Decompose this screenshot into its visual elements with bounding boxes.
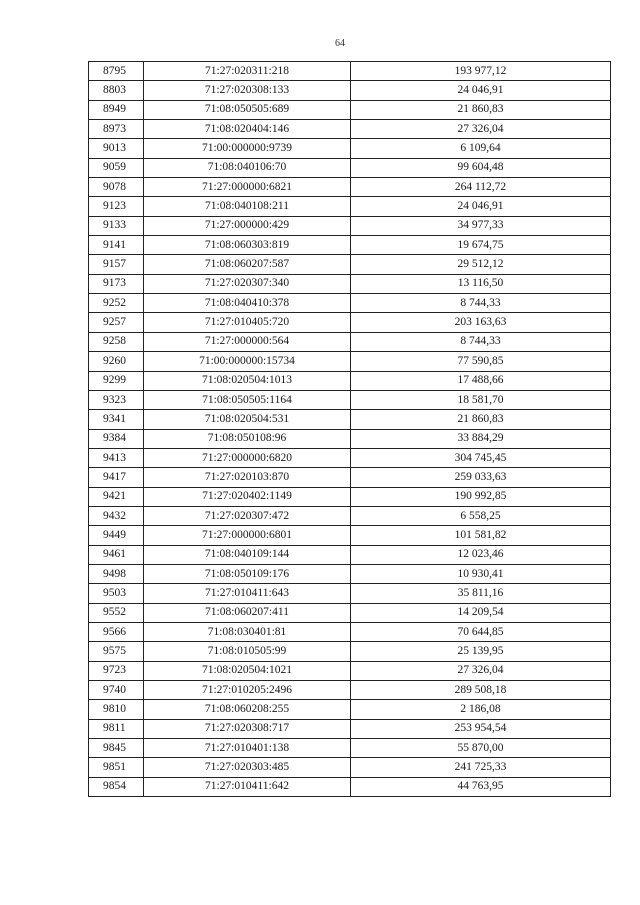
table-row — [89, 371, 611, 390]
amount-cell: 193 977,12 — [351, 62, 611, 81]
amount-cell: 27 326,04 — [351, 661, 611, 680]
table-row — [89, 642, 611, 661]
table-row — [89, 294, 611, 313]
table-row — [89, 390, 611, 409]
row-number-cell: 9059 — [89, 158, 144, 177]
table-row — [89, 564, 611, 583]
row-number-cell: 9157 — [89, 255, 144, 274]
table-row — [89, 487, 611, 506]
amount-cell: 6 558,25 — [351, 506, 611, 525]
row-number-cell: 9260 — [89, 352, 144, 371]
amount-cell: 70 644,85 — [351, 622, 611, 641]
table-row — [89, 719, 611, 738]
table-row — [89, 526, 611, 545]
amount-cell: 44 763,95 — [351, 777, 611, 796]
row-number-cell: 9421 — [89, 487, 144, 506]
cadastral-number-cell: 71:27:020402:1149 — [144, 487, 351, 506]
cadastral-number-cell: 71:27:010401:138 — [144, 739, 351, 758]
cadastral-number-cell: 71:08:040108:211 — [144, 197, 351, 216]
cadastral-number-cell: 71:08:030401:81 — [144, 622, 351, 641]
amount-cell: 253 954,54 — [351, 719, 611, 738]
page-number: 64 — [335, 38, 345, 49]
cadastral-number-cell: 71:08:060207:587 — [144, 255, 351, 274]
row-number-cell: 9123 — [89, 197, 144, 216]
cadastral-number-cell: 71:27:010411:643 — [144, 584, 351, 603]
row-number-cell: 8973 — [89, 120, 144, 139]
table-row — [89, 332, 611, 351]
cadastral-number-cell: 71:27:020311:218 — [144, 62, 351, 81]
table-row — [89, 81, 611, 100]
cadastral-number-cell: 71:08:040410:378 — [144, 294, 351, 313]
cadastral-number-cell: 71:00:000000:9739 — [144, 139, 351, 158]
row-number-cell: 9811 — [89, 719, 144, 738]
cadastral-number-cell: 71:08:010505:99 — [144, 642, 351, 661]
cadastral-number-cell: 71:27:000000:6801 — [144, 526, 351, 545]
amount-cell: 33 884,29 — [351, 429, 611, 448]
cadastral-number-cell: 71:27:020307:340 — [144, 274, 351, 293]
row-number-cell: 9384 — [89, 429, 144, 448]
row-number-cell: 9013 — [89, 139, 144, 158]
row-number-cell: 9252 — [89, 294, 144, 313]
row-number-cell: 9417 — [89, 468, 144, 487]
table-row — [89, 274, 611, 293]
cadastral-number-cell: 71:08:020504:1021 — [144, 661, 351, 680]
amount-cell: 77 590,85 — [351, 352, 611, 371]
cadastral-number-cell: 71:27:000000:6820 — [144, 448, 351, 467]
table-row — [89, 313, 611, 332]
amount-cell: 6 109,64 — [351, 139, 611, 158]
row-number-cell: 9257 — [89, 313, 144, 332]
cadastral-number-cell: 71:27:000000:564 — [144, 332, 351, 351]
table-row — [89, 622, 611, 641]
row-number-cell: 9740 — [89, 681, 144, 700]
row-number-cell: 9566 — [89, 622, 144, 641]
cadastral-number-cell: 71:27:020103:870 — [144, 468, 351, 487]
table-row — [89, 448, 611, 467]
cadastral-number-cell: 71:08:060208:255 — [144, 700, 351, 719]
amount-cell: 55 870,00 — [351, 739, 611, 758]
row-number-cell: 9299 — [89, 371, 144, 390]
amount-cell: 18 581,70 — [351, 390, 611, 409]
amount-cell: 2 186,08 — [351, 700, 611, 719]
row-number-cell: 9810 — [89, 700, 144, 719]
amount-cell: 17 488,66 — [351, 371, 611, 390]
amount-cell: 190 992,85 — [351, 487, 611, 506]
row-number-cell: 9503 — [89, 584, 144, 603]
amount-cell: 8 744,33 — [351, 294, 611, 313]
amount-cell: 264 112,72 — [351, 178, 611, 197]
row-number-cell: 9854 — [89, 777, 144, 796]
cadastral-number-cell: 71:27:020308:717 — [144, 719, 351, 738]
table-row — [89, 758, 611, 777]
amount-cell: 19 674,75 — [351, 236, 611, 255]
cadastral-number-cell: 71:08:040106:70 — [144, 158, 351, 177]
row-number-cell: 9078 — [89, 178, 144, 197]
data-table — [88, 61, 611, 797]
table-row — [89, 158, 611, 177]
amount-cell: 99 604,48 — [351, 158, 611, 177]
row-number-cell: 9258 — [89, 332, 144, 351]
cadastral-number-cell: 71:27:010205:2496 — [144, 681, 351, 700]
cadastral-number-cell: 71:27:010405:720 — [144, 313, 351, 332]
table-row — [89, 100, 611, 119]
table-row — [89, 506, 611, 525]
cadastral-number-cell: 71:27:010411:642 — [144, 777, 351, 796]
cadastral-number-cell: 71:27:020307:472 — [144, 506, 351, 525]
row-number-cell: 9173 — [89, 274, 144, 293]
cadastral-number-cell: 71:27:020303:485 — [144, 758, 351, 777]
row-number-cell: 9323 — [89, 390, 144, 409]
row-number-cell: 9851 — [89, 758, 144, 777]
amount-cell: 34 977,33 — [351, 216, 611, 235]
table-row — [89, 545, 611, 564]
amount-cell: 12 023,46 — [351, 545, 611, 564]
table-row — [89, 236, 611, 255]
amount-cell: 24 046,91 — [351, 197, 611, 216]
cadastral-number-cell: 71:08:050505:689 — [144, 100, 351, 119]
amount-cell: 289 508,18 — [351, 681, 611, 700]
table-row — [89, 120, 611, 139]
amount-cell: 21 860,83 — [351, 410, 611, 429]
amount-cell: 304 745,45 — [351, 448, 611, 467]
amount-cell: 8 744,33 — [351, 332, 611, 351]
table-row — [89, 739, 611, 758]
row-number-cell: 9552 — [89, 603, 144, 622]
table-row — [89, 178, 611, 197]
row-number-cell: 9432 — [89, 506, 144, 525]
amount-cell: 21 860,83 — [351, 100, 611, 119]
cadastral-number-cell: 71:00:000000:15734 — [144, 352, 351, 371]
cadastral-number-cell: 71:08:060207:411 — [144, 603, 351, 622]
row-number-cell: 9141 — [89, 236, 144, 255]
cadastral-number-cell: 71:08:020504:1013 — [144, 371, 351, 390]
table-row — [89, 352, 611, 371]
table-row — [89, 584, 611, 603]
amount-cell: 10 930,41 — [351, 564, 611, 583]
row-number-cell: 8803 — [89, 81, 144, 100]
table-row — [89, 468, 611, 487]
row-number-cell: 8949 — [89, 100, 144, 119]
row-number-cell: 9461 — [89, 545, 144, 564]
table-row — [89, 603, 611, 622]
table-row — [89, 777, 611, 796]
amount-cell: 241 725,33 — [351, 758, 611, 777]
row-number-cell: 9449 — [89, 526, 144, 545]
cadastral-number-cell: 71:27:000000:6821 — [144, 178, 351, 197]
cadastral-number-cell: 71:08:050505:1164 — [144, 390, 351, 409]
row-number-cell: 9723 — [89, 661, 144, 680]
table-row — [89, 700, 611, 719]
cadastral-number-cell: 71:08:060303:819 — [144, 236, 351, 255]
row-number-cell: 9498 — [89, 564, 144, 583]
amount-cell: 27 326,04 — [351, 120, 611, 139]
table-row — [89, 139, 611, 158]
cadastral-number-cell: 71:08:020404:146 — [144, 120, 351, 139]
table-body — [89, 62, 611, 797]
table-row — [89, 216, 611, 235]
row-number-cell: 9845 — [89, 739, 144, 758]
cadastral-number-cell: 71:08:040109:144 — [144, 545, 351, 564]
amount-cell: 29 512,12 — [351, 255, 611, 274]
amount-cell: 25 139,95 — [351, 642, 611, 661]
cadastral-number-cell: 71:08:020504:531 — [144, 410, 351, 429]
amount-cell: 101 581,82 — [351, 526, 611, 545]
row-number-cell: 9413 — [89, 448, 144, 467]
cadastral-number-cell: 71:27:020308:133 — [144, 81, 351, 100]
amount-cell: 14 209,54 — [351, 603, 611, 622]
row-number-cell: 9133 — [89, 216, 144, 235]
cadastral-number-cell: 71:27:000000:429 — [144, 216, 351, 235]
cadastral-number-cell: 71:08:050109:176 — [144, 564, 351, 583]
table-row — [89, 410, 611, 429]
table-row — [89, 197, 611, 216]
amount-cell: 35 811,16 — [351, 584, 611, 603]
table-row — [89, 661, 611, 680]
amount-cell: 13 116,50 — [351, 274, 611, 293]
row-number-cell: 9575 — [89, 642, 144, 661]
table-row — [89, 681, 611, 700]
amount-cell: 203 163,63 — [351, 313, 611, 332]
table-row — [89, 255, 611, 274]
table-row — [89, 429, 611, 448]
cadastral-number-cell: 71:08:050108:96 — [144, 429, 351, 448]
amount-cell: 259 033,63 — [351, 468, 611, 487]
amount-cell: 24 046,91 — [351, 81, 611, 100]
row-number-cell: 8795 — [89, 62, 144, 81]
row-number-cell: 9341 — [89, 410, 144, 429]
table-row — [89, 62, 611, 81]
